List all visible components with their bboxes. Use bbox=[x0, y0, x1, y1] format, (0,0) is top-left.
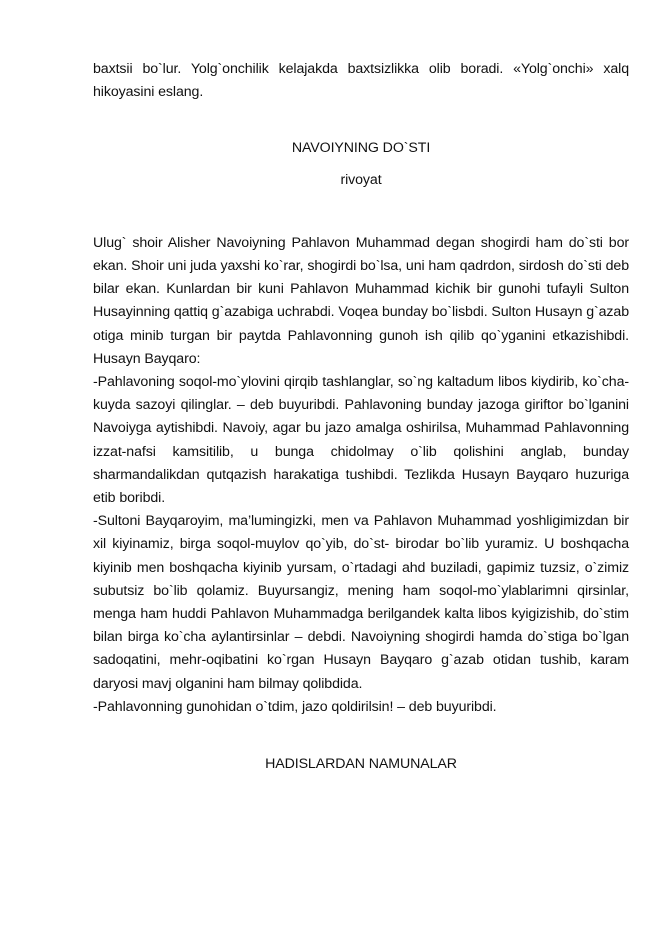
document-page bbox=[93, 58, 629, 776]
story-paragraph-3: -Sultoni Bayqaroyim, ma’lumingizki, men va Pahlavon Muhammad yoshligimizdan bir xil kiyinamiz, birga soqol-muylov qo`yib, do`st- birodar bo`lib yuramiz. U boshqacha kiyinib men boshqacha kiyinib yursam, o`rtadagi ahd buziladi, gapimiz tuzsiz, o`zimiz subutsiz bo`lib qolamiz. Buyursangiz, mening ham soqol-mo`ylablarimni qirsinlar, menga ham huddi Pahlavon Muhammadga berilgandek kalta libos kyigizishib, do`stim bilan birga ko`cha aylantirsinlar – debdi. Navoiyning shogirdi hamda do`stiga bo`lgan sadoqatini, mehr-oqibatini ko`rgan Husayn Bayqaro g`azab otidan tushib, karam daryosi mavj olganini ham bilmay qolibdida. bbox=[93, 513, 629, 692]
story-paragraph-2: -Pahlavoning soqol-mo`ylovini qirqib tashlanglar, so`ng kaltadum libos kiydirib, ko`cha-kuyda sazoyi qilinglar. – deb buyuribdi. Pahlavoning bunday jazoga giriftor bo`lganini Navoiyga aytishibdi. Navoiy, agar bu jazo amalga oshirilsa, Muhammad Pahlavonning izzat-nafsi kamsitilib, u bunga chidolmay o`lib qolishini anglab, bunday sharmandalikdan qutqazish harakatiga tushibdi. Tezlikda Husayn Bayqaro huzuriga etib boribdi. bbox=[93, 374, 629, 507]
section-title: HADISLARDAN NAMUNALAR bbox=[265, 756, 457, 773]
story-paragraph-4: -Pahlavonning gunohidan o`tdim, jazo qoldirilsin! – deb buyuribdi. bbox=[93, 698, 497, 715]
intro-paragraph: baxtsii bo`lur. Yolg`onchilik kelajakda baxtsizlikka olib boradi. «Yolg`onchi» xalq hikoyasini eslang. bbox=[93, 61, 629, 101]
story-title: NAVOIYNING DO`STI bbox=[291, 140, 431, 157]
story-paragraph-1: Ulug` shoir Alisher Navoiyning Pahlavon Muhammad degan shogirdi ham do`sti bor ekan. Shoir uni juda yaxshi ko`rar, shogirdi bo`lsa, uni ham qadrdon, sirdosh do`sti deb bilar ekan. Kunlardan bir kuni Pahlavon Muhammad kichik bir gunohi tufayli Sulton Husayinning qattiq g`azabiga uchrabdi. Voqea bunday bo`lisbdi. Sulton Husayn g`azab otiga minib turgan bir paytda Pahlavonning gunoh ish qilib qo`yganini etkazishibdi. Husayn Bayqaro: bbox=[93, 234, 629, 367]
story-subtitle: rivoyat bbox=[340, 171, 382, 188]
